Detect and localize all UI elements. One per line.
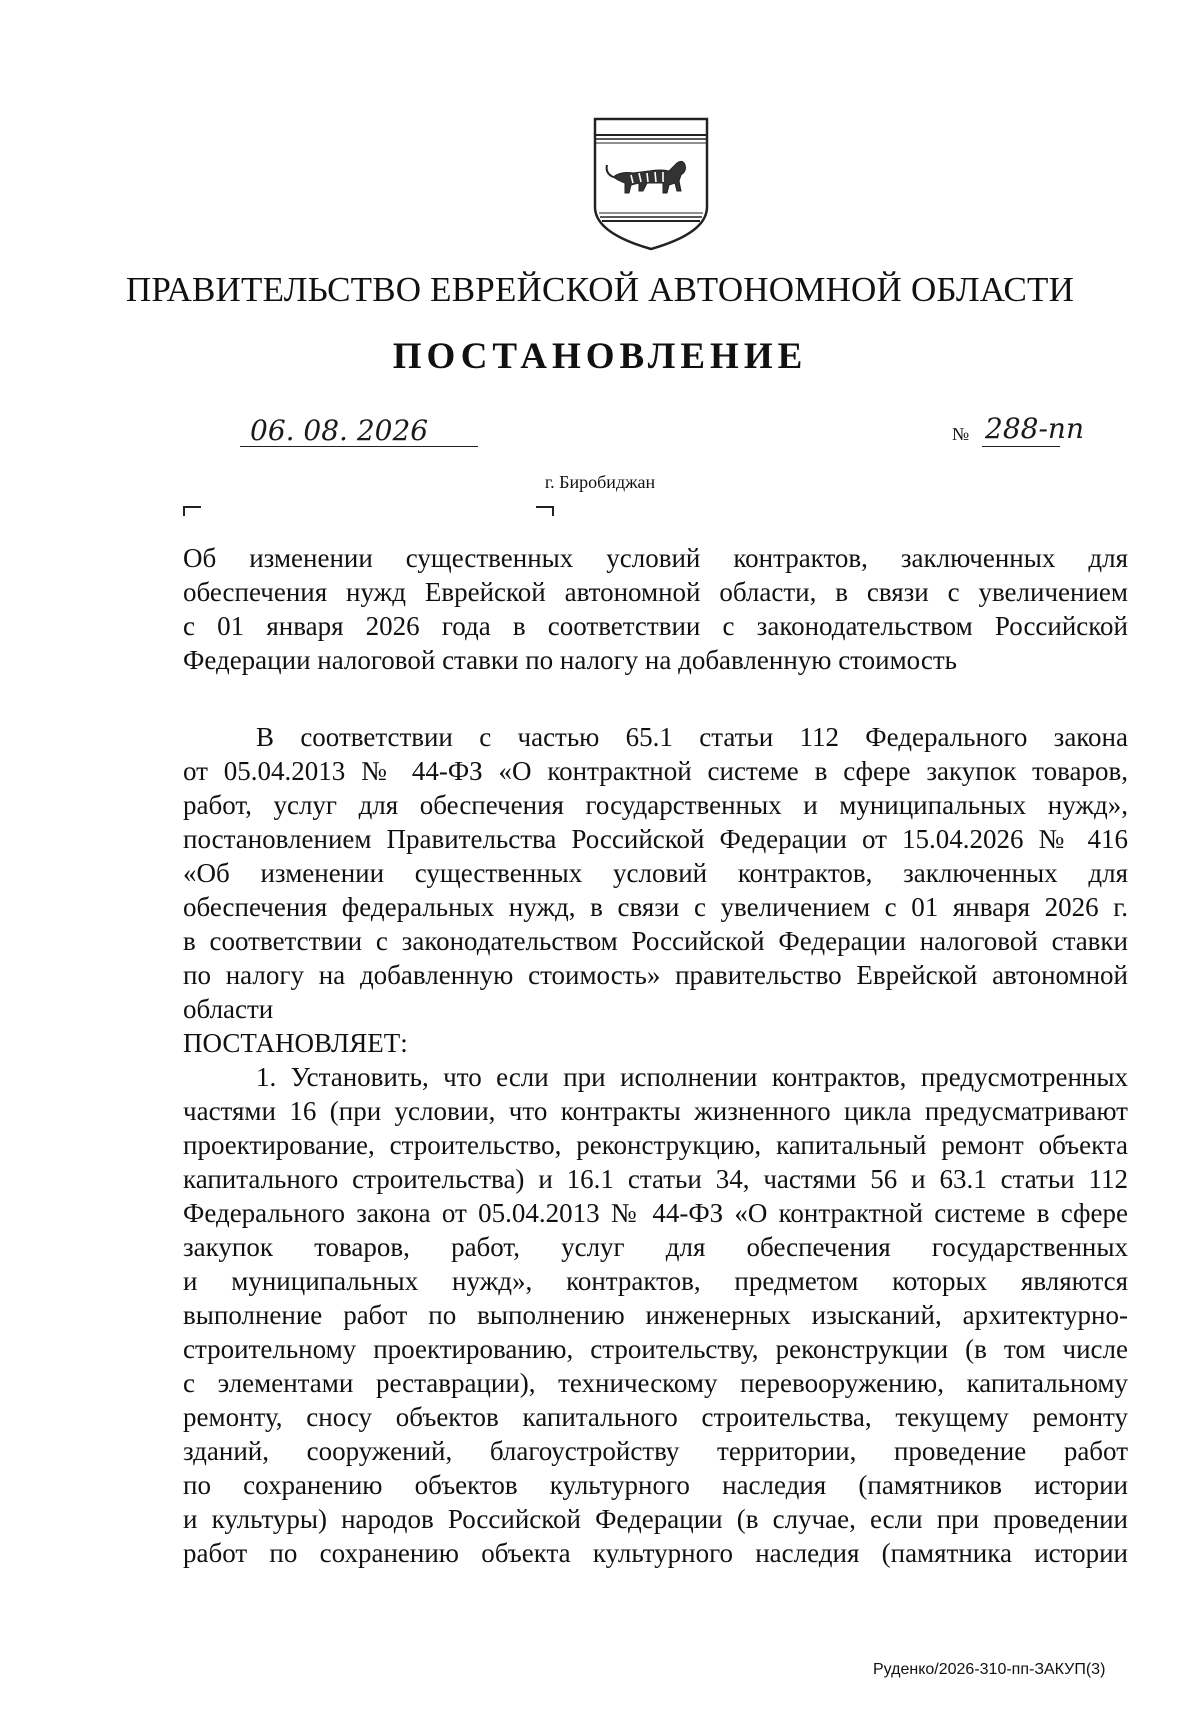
handwritten-date: 06. 08. 2026 <box>250 414 429 447</box>
title-corner-left <box>183 506 201 516</box>
item-line: Федерального закона от 05.04.2013 № 44-ФЗ «О контрактной системе в сфере <box>183 1198 1128 1228</box>
document-type-heading: ПОСТАНОВЛЕНИЕ <box>392 336 808 377</box>
title-corner-right <box>536 506 554 516</box>
preamble-line: области <box>183 994 274 1024</box>
preamble-paragraph <box>183 720 1128 1060</box>
item-line: и культуры) народов Российской Федерации (в случае, если при проведении <box>183 1504 1128 1534</box>
preamble-line: работ, услуг для обеспечения государственных и муниципальных нужд», <box>183 790 1128 820</box>
coat-of-arms-emblem <box>591 115 711 253</box>
handwritten-number: 288-пп <box>985 412 1084 445</box>
document-title <box>183 541 1128 677</box>
government-title: ПРАВИТЕЛЬСТВО ЕВРЕЙСКОЙ АВТОНОМНОЙ ОБЛАСТИ <box>125 270 1075 309</box>
item-1-paragraph <box>183 1060 1128 1570</box>
item-line: строительному проектированию, строительству, реконструкции (в том числе <box>183 1334 1128 1364</box>
preamble-line: по налогу на добавленную стоимость» правительство Еврейской автономной <box>183 960 1128 990</box>
item-line: зданий, сооружений, благоустройству территории, проведение работ <box>183 1436 1128 1466</box>
item-line: частями 16 (при условии, что контракты жизненного цикла предусматривают <box>183 1096 1128 1126</box>
resolves-word: ПОСТАНОВЛЯЕТ: <box>183 1028 408 1058</box>
date-underline <box>240 446 478 447</box>
number-underline <box>982 446 1060 447</box>
document-code-footer: Руденко/2026-310-пп-ЗАКУП(3) <box>873 1661 1106 1678</box>
item-line: и муниципальных нужд», контрактов, предметом которых являются <box>183 1266 1128 1296</box>
preamble-line: постановлением Правительства Российской Федерации от 15.04.2026 № 416 <box>183 824 1128 854</box>
item-line: 1. Установить, что если при исполнении контрактов, предусмотренных <box>256 1062 1128 1092</box>
number-sign: № <box>952 424 970 444</box>
preamble-line: «Об изменении существенных условий контрактов, заключенных для <box>183 858 1128 888</box>
title-line: Федерации налоговой ставки по налогу на добавленную стоимость <box>183 645 957 675</box>
item-line: капитального строительства) и 16.1 статьи 34, частями 56 и 63.1 статьи 112 <box>183 1164 1128 1194</box>
item-line: работ по сохранению объекта культурного наследия (памятника истории <box>183 1538 1128 1568</box>
preamble-line: В соответствии с частью 65.1 статьи 112 Федерального закона <box>256 722 1128 752</box>
title-line: с 01 января 2026 года в соответствии с законодательством Российской <box>183 611 1128 641</box>
city-name: г. Биробиджан <box>544 472 656 492</box>
item-line: ремонту, сносу объектов капитального строительства, текущему ремонту <box>183 1402 1128 1432</box>
item-line: по сохранению объектов культурного наследия (памятников истории <box>183 1470 1128 1500</box>
preamble-line: обеспечения федеральных нужд, в связи с увеличением с 01 января 2026 г. <box>183 892 1128 922</box>
item-line: с элементами реставрации), техническому перевооружению, капитальному <box>183 1368 1128 1398</box>
title-line: Об изменении существенных условий контрактов, заключенных для <box>183 543 1128 573</box>
item-line: закупок товаров, работ, услуг для обеспечения государственных <box>183 1232 1128 1262</box>
title-line: обеспечения нужд Еврейской автономной области, в связи с увеличением <box>183 577 1128 607</box>
item-line: проектирование, строительство, реконструкцию, капитальный ремонт объекта <box>183 1130 1128 1160</box>
item-line: выполнение работ по выполнению инженерных изысканий, архитектурно- <box>183 1300 1128 1330</box>
preamble-line: от 05.04.2013 № 44-ФЗ «О контрактной системе в сфере закупок товаров, <box>183 756 1128 786</box>
preamble-line: в соответствии с законодательством Российской Федерации налоговой ставки <box>183 926 1128 956</box>
